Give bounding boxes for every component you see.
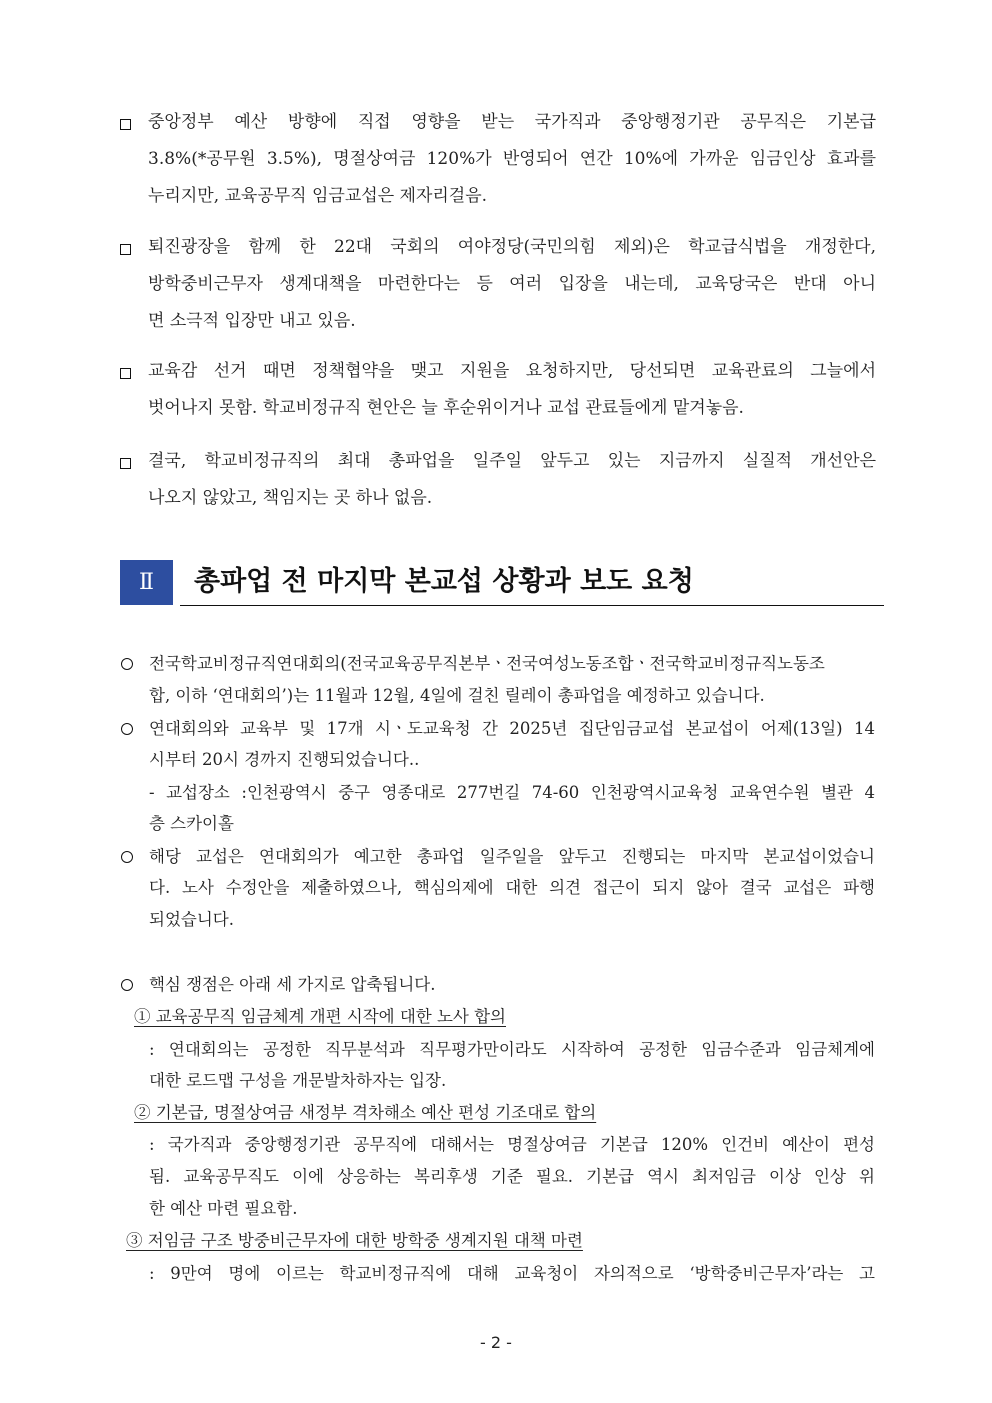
paragraph-line: 해당 교섭은 연대회의가 예고한 총파업 일주일을 앞두고 진행되는 마지막 본교섭이었습니	[149, 847, 875, 866]
paragraph-line: 층 스카이홀	[149, 814, 234, 833]
square-bullet-item	[120, 229, 880, 339]
paragraph-line: 누리지만, 교육공무직 임금교섭은 제자리걸음.	[148, 186, 488, 206]
paragraph-line: 교육감 선거 때면 정책협약을 맺고 지원을 요청하지만, 당선되면 교육관료의 그늘에서	[148, 361, 876, 381]
issue-detail-line: : 9만여 명에 이르는 학교비정규직에 대해 교육청이 자의적으로 ‘방학중비근무자’라는 고	[149, 1264, 875, 1283]
paragraph-line: 나오지 않았고, 책임지는 곳 하나 없음.	[148, 488, 433, 508]
section-underline	[180, 605, 884, 606]
paragraph-line: 중앙정부 예산 방향에 직접 영향을 받는 국가직과 중앙행정기관 공무직은 기본급	[148, 112, 876, 132]
paragraph-line: 전국학교비정규직연대회의(전국교육공무직본부ㆍ전국여성노동조합ㆍ전국학교비정규직노동조	[149, 654, 825, 673]
square-bullet-item	[120, 443, 880, 517]
page-number: - 2 -	[480, 1333, 512, 1352]
issue-detail-line: : 연대회의는 공정한 직무분석과 직무평가만이라도 시작하여 공정한 임금수준과 임금체계에	[149, 1040, 875, 1059]
square-bullet-icon	[120, 119, 131, 130]
square-bullet-icon	[120, 368, 131, 379]
issue-heading: ② 기본급, 명절상여금 새정부 격차해소 예산 편성 기조대로 합의	[134, 1103, 597, 1122]
issue-heading: ③ 저임금 구조 방중비근무자에 대한 방학중 생계지원 대책 마련	[126, 1231, 583, 1250]
paragraph-line: 다. 노사 수정안을 제출하였으나, 핵심의제에 대한 의견 접근이 되지 않아 결국 교섭은 파행	[149, 878, 875, 897]
paragraph-line: 면 소극적 입장만 내고 있음.	[148, 311, 356, 331]
issue-detail-line: 한 예산 마련 필요함.	[149, 1199, 298, 1218]
paragraph-line: 3.8%(*공무원 3.5%), 명절상여금 120%가 반영되어 연간 10%에 가까운 임금인상 효과를	[148, 149, 876, 169]
section-number-badge: Ⅱ	[120, 560, 173, 605]
issue-detail-line: 대한 로드맵 구성을 개문발차하자는 입장.	[149, 1071, 447, 1090]
paragraph-line: 결국, 학교비정규직의 최대 총파업을 일주일 앞두고 있는 지금까지 실질적 개선안은	[148, 451, 876, 471]
paragraph-line: 퇴진광장을 함께 한 22대 국회의 여야정당(국민의힘 제외)은 학교급식법을 개정한다,	[148, 237, 876, 257]
circle-bullet-icon	[121, 979, 133, 991]
square-bullet-icon	[120, 244, 131, 255]
section-header	[120, 558, 884, 608]
square-bullet-icon	[120, 458, 131, 469]
paragraph-line: 핵심 쟁점은 아래 세 가지로 압축됩니다.	[149, 975, 436, 994]
paragraph-line: 시부터 20시 경까지 진행되었습니다..	[149, 750, 420, 769]
paragraph-line: 벗어나지 못함. 학교비정규직 현안은 늘 후순위이거나 교섭 관료들에게 맡겨놓음.	[148, 398, 744, 418]
paragraph-line: 연대회의와 교육부 및 17개 시ㆍ도교육청 간 2025년 집단임금교섭 본교섭이 어제(13일) 14	[149, 719, 875, 738]
paragraph-line: 합, 이하 ‘연대회의’)는 11월과 12월, 4일에 걸친 릴레이 총파업을 예정하고 있습니다.	[149, 686, 765, 705]
square-bullet-item	[120, 353, 880, 427]
paragraph-line: 방학중비근무자 생계대책을 마련한다는 등 여러 입장을 내는데, 교육당국은 반대 아니	[148, 274, 876, 294]
square-bullet-item	[120, 104, 880, 214]
circle-bullet-icon	[121, 658, 133, 670]
circle-bullet-icon	[121, 723, 133, 735]
paragraph-line: 되었습니다.	[149, 910, 234, 929]
circle-bullet-icon	[121, 851, 133, 863]
issue-detail-line: 됨. 교육공무직도 이에 상응하는 복리후생 기준 필요. 기본급 역시 최저임금 이상 인상 위	[149, 1167, 875, 1186]
issue-heading: ① 교육공무직 임금체계 개편 시작에 대한 노사 합의	[134, 1007, 506, 1026]
paragraph-line: - 교섭장소 :인천광역시 중구 영종대로 277번길 74-60 인천광역시교육청 교육연수원 별관 4	[149, 783, 875, 802]
issue-detail-line: : 국가직과 중앙행정기관 공무직에 대해서는 명절상여금 기본급 120% 인건비 예산이 편성	[149, 1135, 875, 1154]
section-title: 총파업 전 마지막 본교섭 상황과 보도 요청	[194, 566, 694, 597]
